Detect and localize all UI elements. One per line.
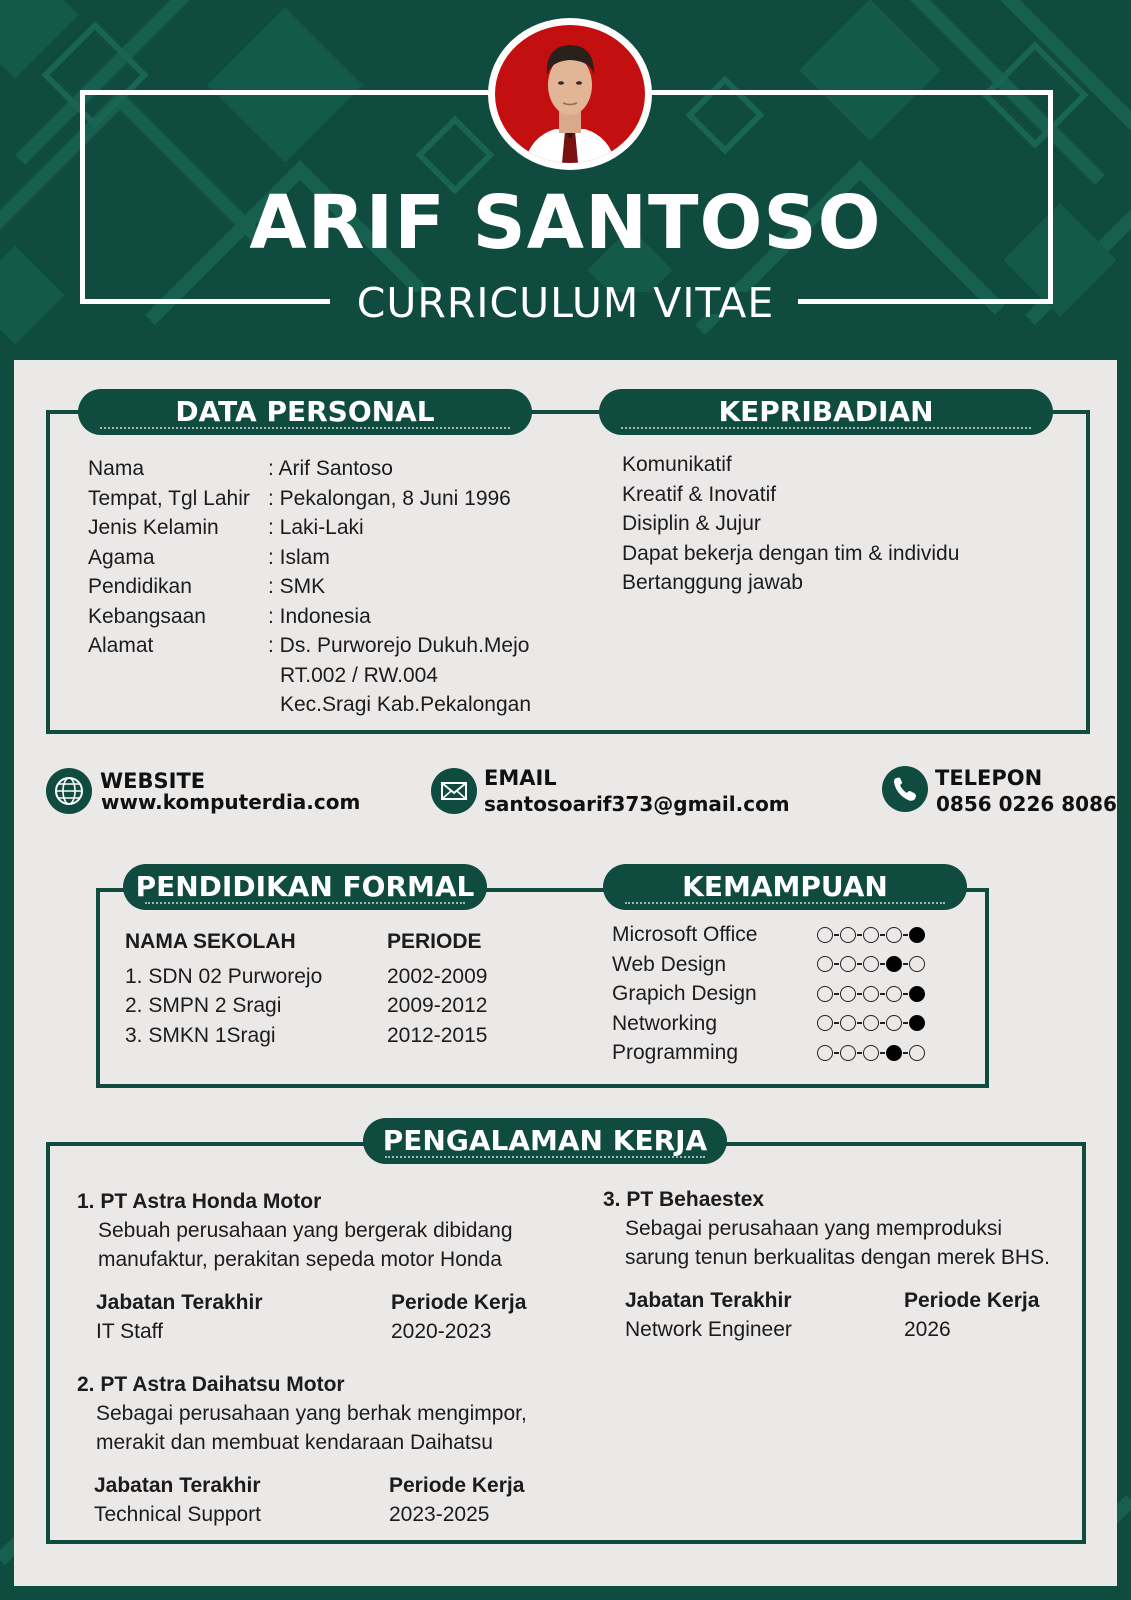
skill-name: Programming: [612, 1041, 739, 1064]
skill-row: [612, 950, 972, 980]
job-meta-header: [603, 1286, 1073, 1315]
job-description-line: sarung tenun berkualitas dengan merek BHS.: [625, 1246, 1050, 1269]
pendidikan-title: PENDIDIKAN FORMAL: [135, 870, 475, 903]
personal-row-address: [88, 631, 568, 661]
data-personal-heading: [78, 389, 532, 435]
skill-dot-filled: [909, 986, 925, 1002]
skill-dot-connector: [834, 993, 839, 995]
job-description-line: Sebuah perusahaan yang bergerak dibidang: [98, 1219, 513, 1242]
position-label: Jabatan Terakhir: [625, 1289, 792, 1312]
personal-label: Tempat, Tgl Lahir: [88, 486, 250, 510]
job-company: 2. PT Astra Daihatsu Motor: [77, 1373, 345, 1396]
skill-dot-connector: [857, 963, 862, 965]
skill-dot-empty: [909, 1045, 925, 1061]
personal-row-name: [88, 454, 568, 484]
personal-row-birth: [88, 484, 568, 514]
phone-icon: [882, 766, 928, 812]
document-subtitle: CURRICULUM VITAE: [356, 279, 775, 327]
pengalaman-heading: [363, 1118, 727, 1164]
skill-dot-filled: [909, 1015, 925, 1031]
skill-dot-empty: [863, 956, 879, 972]
skill-dot-connector: [903, 963, 908, 965]
education-row: [125, 991, 505, 1021]
skill-dot-empty: [886, 927, 902, 943]
school-period: 2009-2012: [387, 994, 488, 1017]
envelope-icon: [431, 768, 477, 814]
personal-row-gender: [88, 513, 568, 543]
school-column-header: NAMA SEKOLAH: [125, 930, 296, 953]
skill-dot-connector: [834, 934, 839, 936]
kepribadian-title: KEPRIBADIAN: [718, 395, 934, 428]
pendidikan-heading: [123, 864, 487, 910]
personal-value: : Indonesia: [268, 604, 371, 628]
avatar-portrait: [495, 25, 645, 163]
period-label: Periode Kerja: [904, 1289, 1040, 1312]
personal-label: Pendidikan: [88, 575, 192, 598]
personal-value: : Islam: [268, 545, 330, 569]
skill-dot-empty: [840, 927, 856, 943]
personal-label: Agama: [88, 545, 155, 569]
period-label: Periode Kerja: [391, 1291, 527, 1314]
job-description: [77, 1399, 557, 1457]
school-name: 1. SDN 02 Purworejo: [125, 964, 323, 988]
school-period: 2002-2009: [387, 964, 488, 988]
data-personal-title: DATA PERSONAL: [175, 395, 435, 428]
trait-item: Komunikatif: [622, 453, 732, 476]
job-description-line: Sebagai perusahaan yang memproduksi: [625, 1217, 1003, 1240]
job-company: 3. PT Behaestex: [603, 1188, 765, 1211]
skill-level-dots: [817, 986, 925, 1002]
school-name: 3. SMKN 1Sragi: [125, 1023, 276, 1047]
job-description: [603, 1214, 1073, 1272]
personal-value: : Arif Santoso: [268, 457, 393, 480]
skill-dot-empty: [863, 986, 879, 1002]
skill-name: Web Design: [612, 952, 727, 976]
skill-dot-filled: [909, 927, 925, 943]
position-label: Jabatan Terakhir: [94, 1474, 261, 1497]
personal-row-education: [88, 572, 568, 602]
job-position: Network Engineer: [625, 1318, 792, 1341]
skill-name: Grapich Design: [612, 982, 757, 1005]
job-period: 2020-2023: [391, 1320, 492, 1343]
website-title: WEBSITE: [100, 769, 206, 793]
personal-row-nationality: [88, 602, 568, 632]
skill-dot-connector: [880, 993, 885, 995]
skill-dot-empty: [863, 927, 879, 943]
education-header-row: [125, 927, 505, 957]
skill-dot-empty: [909, 956, 925, 972]
skill-dot-empty: [886, 986, 902, 1002]
skill-dot-connector: [880, 1022, 885, 1024]
trait-item: Bertanggung jawab: [622, 571, 803, 594]
personal-address-line-2: [88, 661, 568, 691]
kemampuan-title: KEMAMPUAN: [682, 870, 888, 903]
job-meta-values: [603, 1315, 1073, 1344]
skill-dot-connector: [903, 993, 908, 995]
personal-label: Kebangsaan: [88, 604, 206, 628]
globe-icon: [46, 768, 92, 814]
job-entry: [603, 1186, 1073, 1344]
skill-dot-connector: [880, 934, 885, 936]
skill-dot-connector: [903, 934, 908, 936]
skill-level-dots: [817, 1015, 925, 1031]
job-company: 1. PT Astra Honda Motor: [77, 1190, 322, 1213]
personal-label: Jenis Kelamin: [88, 516, 219, 539]
skill-dot-connector: [880, 963, 885, 965]
skill-row: [612, 920, 972, 950]
education-row: [125, 1021, 505, 1051]
school-name: 2. SMPN 2 Sragi: [125, 994, 282, 1017]
skill-dot-empty: [817, 986, 833, 1002]
email-link[interactable]: santosoarif373@gmail.com: [484, 792, 790, 816]
skill-dot-connector: [857, 1052, 862, 1054]
job-meta-values: [77, 1500, 557, 1529]
personal-label: Alamat: [88, 634, 154, 657]
skill-dot-empty: [840, 1015, 856, 1031]
pengalaman-title: PENGALAMAN KERJA: [382, 1124, 708, 1157]
skill-dot-connector: [903, 1022, 908, 1024]
skill-row: [612, 1038, 972, 1068]
personal-row-religion: [88, 543, 568, 573]
email-title: EMAIL: [484, 766, 557, 790]
job-meta-header: [77, 1288, 557, 1317]
personal-value: : SMK: [268, 575, 326, 598]
job-description-line: merakit dan membuat kendaraan Daihatsu: [96, 1431, 493, 1454]
position-label: Jabatan Terakhir: [96, 1291, 263, 1314]
skill-level-dots: [817, 1045, 925, 1061]
address-line: Kec.Sragi Kab.Pekalongan: [280, 693, 532, 716]
job-period: 2026: [904, 1318, 951, 1341]
job-meta-values: [77, 1317, 557, 1346]
skill-dot-connector: [834, 1022, 839, 1024]
skill-dot-connector: [857, 1022, 862, 1024]
job-entry: [77, 1371, 557, 1529]
kepribadian-heading: [599, 389, 1053, 435]
skill-level-dots: [817, 927, 925, 943]
kepribadian-list: [622, 450, 1062, 598]
skills-list: [612, 920, 972, 1068]
school-period: 2012-2015: [387, 1023, 488, 1047]
kemampuan-heading: [603, 864, 967, 910]
personal-address-line-3: [88, 690, 568, 720]
address-line: RT.002 / RW.004: [280, 663, 438, 687]
job-description: [77, 1216, 557, 1274]
skill-dot-empty: [863, 1015, 879, 1031]
skill-dot-filled: [886, 1045, 902, 1061]
skill-dot-empty: [817, 1045, 833, 1061]
skill-row: [612, 979, 972, 1009]
skill-dot-empty: [817, 927, 833, 943]
skill-dot-empty: [863, 1045, 879, 1061]
skill-dot-empty: [817, 956, 833, 972]
skill-row: [612, 1009, 972, 1039]
skill-name: Networking: [612, 1011, 718, 1035]
phone-number[interactable]: 0856 0226 8086: [936, 792, 1117, 816]
period-label: Periode Kerja: [389, 1474, 525, 1497]
skill-dot-connector: [834, 963, 839, 965]
job-entry: [77, 1188, 557, 1346]
trait-item: Disiplin & Jujur: [622, 512, 761, 535]
skill-dot-empty: [840, 956, 856, 972]
skill-dot-empty: [886, 1015, 902, 1031]
skill-dot-filled: [886, 956, 902, 972]
personal-value: : Laki-Laki: [268, 516, 364, 539]
personal-value: : Ds. Purworejo Dukuh.Mejo: [268, 634, 530, 657]
skill-dot-connector: [857, 934, 862, 936]
period-column-header: PERIODE: [387, 930, 482, 953]
skill-dot-connector: [903, 1052, 908, 1054]
job-description-line: Sebagai perusahaan yang berhak mengimpor,: [96, 1402, 527, 1425]
profile-photo: [488, 18, 652, 170]
website-link[interactable]: www.komputerdia.com: [101, 790, 361, 814]
education-row: [125, 962, 505, 992]
skill-dot-empty: [840, 1045, 856, 1061]
job-meta-header: [77, 1471, 557, 1500]
job-position: IT Staff: [96, 1320, 163, 1343]
job-description-line: manufaktur, perakitan sepeda motor Honda: [98, 1248, 502, 1271]
personal-data-list: [88, 454, 568, 720]
personal-value: : Pekalongan, 8 Juni 1996: [268, 486, 511, 510]
trait-item: Kreatif & Inovatif: [622, 482, 777, 506]
person-name: ARIF SANTOSO: [249, 180, 882, 266]
skill-level-dots: [817, 956, 925, 972]
skill-dot-connector: [880, 1052, 885, 1054]
education-table: [125, 927, 505, 1050]
skill-dot-connector: [857, 993, 862, 995]
trait-item: Dapat bekerja dengan tim & individu: [622, 541, 960, 565]
phone-title: TELEPON: [935, 766, 1043, 790]
skill-name: Microsoft Office: [612, 923, 758, 946]
skill-dot-empty: [840, 986, 856, 1002]
job-position: Technical Support: [94, 1503, 261, 1526]
job-period: 2023-2025: [389, 1503, 490, 1526]
personal-label: Nama: [88, 457, 145, 480]
skill-dot-empty: [817, 1015, 833, 1031]
skill-dot-connector: [834, 1052, 839, 1054]
